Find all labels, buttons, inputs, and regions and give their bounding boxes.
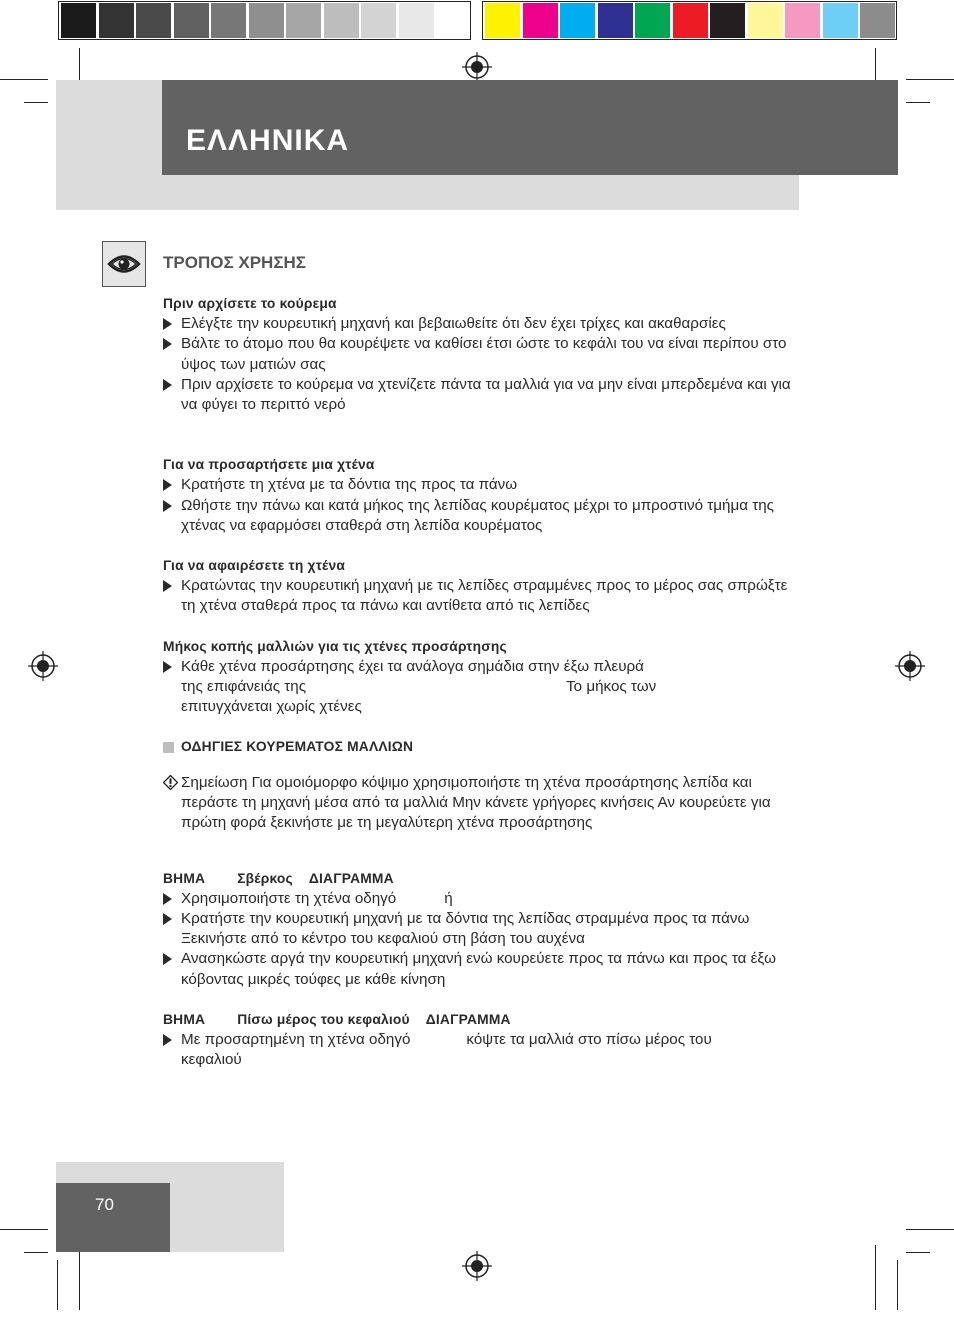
square-bullet-icon [163,742,174,753]
crop-mark [0,79,48,80]
process-bar-frame [482,1,897,40]
crop-mark [24,1252,48,1253]
subheading-cut-length: Μήκος κοπής μαλλιών για τις χτένες προσάρτησης [163,638,507,654]
registration-mark-icon [462,52,492,82]
crop-mark [79,1245,80,1310]
section-icon-box [102,241,146,287]
crop-mark [906,79,954,80]
registration-mark-icon [462,1251,492,1281]
subheading-remove-comb: Για να αφαιρέσετε τη χτένα [163,558,346,574]
crop-mark [875,1245,876,1310]
crop-mark [57,1260,58,1310]
crop-mark [906,1252,930,1253]
crop-mark [0,1229,48,1230]
subheading-attach-comb: Για να προσαρτήσετε μια χτένα [163,457,375,473]
bullet-arrow-icon [163,338,172,350]
registration-mark-icon [28,651,58,681]
crop-mark [24,102,48,103]
list-item: Βάλτε το άτομο που θα κουρέψετε να καθίσει έτσι ώστε το κεφάλι του να είναι περίπου στο ύψος των ματιών σας [163,334,803,374]
bullet-arrow-icon [163,500,172,512]
bullet-arrow-icon [163,379,172,391]
step-2-heading: ΒΗΜΑ Πίσω μέρος του κεφαλιού ΔΙΑΓΡΑΜΜΑ [163,1011,511,1027]
list-item: Κρατήστε τη χτένα με τα δόντια της προς τα πάνω [163,475,803,495]
list-item: Πριν αρχίσετε το κούρεμα να χτενίζετε πάντα τα μαλλιά για να μην είναι μπερδεμένα και για να φύγει το περιττό νερό [163,375,803,415]
list-item: Ωθήστε την πάνω και κατά μήκος της λεπίδας κουρέματος μέχρι το μπροστινό τμήμα της χτένας να εφαρμόσει σταθερά στη λεπίδα κουρέματος [163,496,803,536]
footer-page-tab [56,1183,170,1252]
crop-mark [906,102,930,103]
bullet-arrow-icon [163,893,172,905]
section-title: ΤΡΟΠΟΣ ΧΡΗΣΗΣ [163,253,307,272]
instructions-content [163,294,803,1070]
bullet-arrow-icon [163,1034,172,1046]
bullet-arrow-icon [163,661,172,673]
list-item: Ελέγξτε την κουρευτική μηχανή και βεβαιωθείτε ότι δεν έχει τρίχες και ακαθαρσίες [163,314,803,334]
bullet-arrow-icon [163,953,172,965]
grayscale-bar-frame [58,1,471,40]
bullet-arrow-icon [163,913,172,925]
bullet-arrow-icon [163,580,172,592]
list-item: Ανασηκώστε αργά την κουρευτική μηχανή ενώ κουρεύετε προς τα πάνω και προς τα έξω κόβοντας μικρές τούφες με κάθε κίνηση [163,949,803,989]
guide-heading: ΟΔΗΓΙΕΣ ΚΟΥΡΕΜΑΤΟΣ ΜΑΛΛΙΩΝ [163,737,803,757]
eye-icon [103,242,145,286]
list-item: Κρατήστε την κουρευτική μηχανή με τα δόντια της λεπίδας στραμμένα προς τα πάνω Ξεκινήστε από το κέντρο του κεφαλιού στη βάση του αυχένα [163,909,803,949]
crop-mark [906,1229,954,1230]
page-number: 70 [95,1195,114,1214]
bullet-arrow-icon [163,479,172,491]
list-item: Κάθε χτένα προσάρτησης έχει τα ανάλογα σημάδια στην έξω πλευρά της επιφάνειάς της Το μήκος των επιτυγχάνεται χωρίς χτένες [163,657,803,718]
registration-mark-icon [895,651,925,681]
list-item: Χρησιμοποιήστε τη χτένα οδηγό ή [163,889,803,909]
page-title: ΕΛΛΗΝΙΚΑ [186,124,350,157]
crop-mark [897,1260,898,1310]
step-1-heading: ΒΗΜΑ Σβέρκος ΔΙΑΓΡΑΜΜΑ [163,870,394,886]
list-item: Κρατώντας την κουρευτική μηχανή με τις λεπίδες στραμμένες προς το μέρος σας σπρώξτε τη χτένα σταθερά προς τα πάνω και αντίθετα από τις λεπίδες [163,576,803,616]
bullet-arrow-icon [163,318,172,330]
warning-icon [163,775,178,790]
warning-note: Σημείωση Για ομοιόμορφο κόψιμο χρησιμοποιήστε τη χτένα προσάρτησης λεπίδα και περάστε τη μηχανή μέσα από τα μαλλιά Μην κάνετε γρήγορες κινήσεις Αν κουρεύετε για πρώτη φορά ξεκινήστε με τη μεγαλύτερη χτένα προσάρτησης [163,773,803,834]
list-item: Με προσαρτημένη τη χτένα οδηγό κόψτε τα μαλλιά στο πίσω μέρος του κεφαλιού [163,1030,803,1070]
subheading-before-cut: Πριν αρχίσετε το κούρεμα [163,296,337,311]
